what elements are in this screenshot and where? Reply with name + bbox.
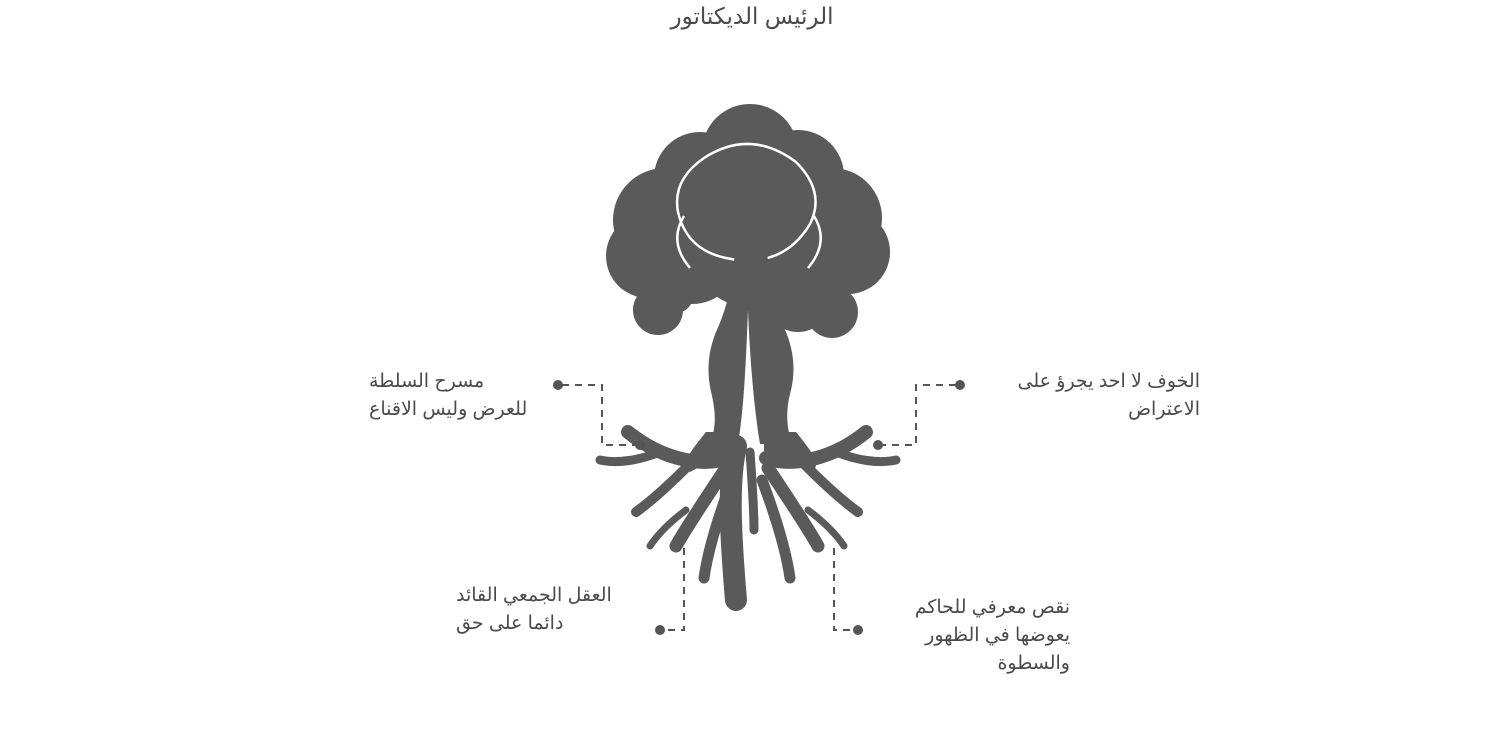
label-knowledge-deficit: نقص معرفي للحاكم يعوضها في الظهور والسطوة xyxy=(914,597,1070,674)
tree-illustration xyxy=(540,60,960,620)
connector-knowledge-deficit xyxy=(800,538,880,648)
label-stage-of-power: مسرح السلطة للعرض وليس الاقناع xyxy=(369,371,528,420)
connector-fear xyxy=(848,360,978,460)
connector-stage-of-power xyxy=(540,360,660,460)
label-collective-mind: العقل الجمعي القائد دائما على حق xyxy=(456,585,612,634)
label-fear: الخوف لا احد يجرؤ على الاعتراض xyxy=(1017,371,1200,420)
page-title: الرئيس الديكتاتور xyxy=(670,3,834,29)
connector-collective-mind xyxy=(646,538,716,648)
